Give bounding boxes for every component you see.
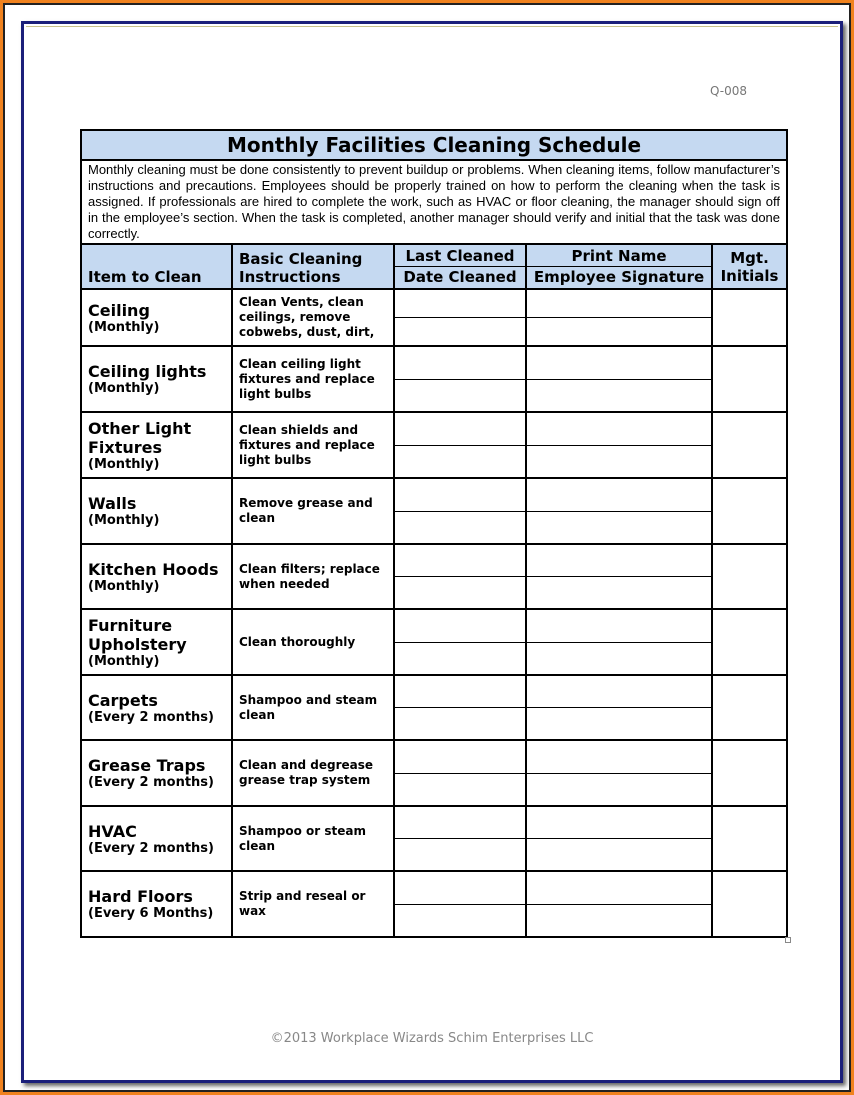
initials-field[interactable] (712, 609, 787, 675)
item-frequency: (Every 6 Months) (88, 906, 214, 921)
instructions-cell: Shampoo and steam clean (232, 675, 394, 740)
print-name-field[interactable] (527, 642, 711, 643)
item-frequency: (Every 2 months) (88, 840, 214, 856)
names-cell (526, 412, 712, 478)
print-name-field[interactable] (527, 838, 711, 839)
table-row (81, 675, 787, 740)
names-cell (526, 544, 712, 609)
item-cell (81, 609, 232, 675)
item-frequency: (Monthly) (88, 653, 160, 669)
last-cleaned-field[interactable] (395, 838, 525, 839)
instructions-cell: Clean thoroughly (232, 609, 394, 675)
initials-field[interactable] (712, 871, 787, 937)
names-cell (526, 289, 712, 346)
cleaning-schedule-table (80, 129, 788, 938)
print-name-field[interactable] (527, 707, 711, 708)
item-cell (81, 544, 232, 609)
outer-frame (3, 3, 851, 1092)
table-title: Monthly Facilities Cleaning Schedule (81, 130, 787, 160)
instructions-cell: Clean Vents, clean ceilings, remove cobwebs, dust, dirt, (232, 289, 394, 346)
print-name-field[interactable] (527, 511, 711, 512)
dates-cell (394, 412, 526, 478)
print-name-field[interactable] (527, 379, 711, 380)
header-item: Item to Clean (81, 244, 232, 289)
table-row (81, 412, 787, 478)
document-code: Q-008 (710, 84, 748, 98)
item-frequency: (Monthly) (88, 319, 160, 335)
print-name-field[interactable] (527, 317, 711, 318)
item-cell (81, 871, 232, 937)
initials-field[interactable] (712, 412, 787, 478)
item-frequency: (Every 2 months) (88, 775, 214, 790)
initials-field[interactable] (712, 478, 787, 544)
item-frequency: (Monthly) (88, 578, 160, 594)
names-cell (526, 806, 712, 871)
initials-field[interactable] (712, 544, 787, 609)
dates-cell (394, 806, 526, 871)
last-cleaned-field[interactable] (395, 642, 525, 643)
dates-cell (394, 478, 526, 544)
names-cell (526, 740, 712, 806)
item-frequency: (Monthly) (88, 456, 160, 472)
instructions-cell: Clean ceiling light fixtures and replace light bulbs (232, 346, 394, 412)
header-initials: Mgt. Initials (712, 244, 787, 289)
header-signature: Employee Signature (533, 267, 705, 286)
item-name: Walls (88, 494, 137, 513)
last-cleaned-field[interactable] (395, 445, 525, 446)
table-row (81, 740, 787, 806)
print-name-field[interactable] (527, 773, 711, 774)
instructions-cell: Strip and reseal or wax (232, 871, 394, 937)
initials-field[interactable] (712, 740, 787, 806)
last-cleaned-field[interactable] (395, 904, 525, 905)
print-name-field[interactable] (527, 576, 711, 577)
item-cell (81, 675, 232, 740)
dates-cell (394, 544, 526, 609)
header-dates (394, 244, 526, 289)
last-cleaned-field[interactable] (395, 576, 525, 577)
print-name-field[interactable] (527, 445, 711, 446)
table-row (81, 544, 787, 609)
header-print-name: Print Name (527, 246, 711, 267)
header-last-cleaned: Last Cleaned (395, 246, 525, 267)
item-cell (81, 806, 232, 871)
table-row (81, 289, 787, 346)
table-row (81, 609, 787, 675)
names-cell (526, 675, 712, 740)
instructions-cell: Clean filters; replace when needed (232, 544, 394, 609)
item-name: Ceiling (88, 300, 150, 320)
instructions-cell: Remove grease and clean (232, 478, 394, 544)
instructions-cell: Clean shields and fixtures and replace light bulbs (232, 412, 394, 478)
item-name: Furniture Upholstery (88, 615, 187, 654)
item-cell (81, 346, 232, 412)
document-page (21, 21, 843, 1083)
item-name: Kitchen Hoods (88, 559, 219, 579)
dates-cell (394, 289, 526, 346)
instructions-cell: Shampoo or steam clean (232, 806, 394, 871)
table-row (81, 871, 787, 937)
item-name: Ceiling lights (88, 362, 207, 381)
initials-field[interactable] (712, 289, 787, 346)
last-cleaned-field[interactable] (395, 379, 525, 380)
item-cell (81, 412, 232, 478)
item-frequency: (Every 2 months) (88, 709, 214, 725)
dates-cell (394, 675, 526, 740)
names-cell (526, 478, 712, 544)
dates-cell (394, 346, 526, 412)
item-frequency: (Monthly) (88, 513, 160, 528)
last-cleaned-field[interactable] (395, 707, 525, 708)
item-name: HVAC (88, 821, 137, 841)
names-cell (526, 871, 712, 937)
dates-cell (394, 609, 526, 675)
names-cell (526, 346, 712, 412)
header-instructions: Basic Cleaning Instructions (232, 244, 394, 289)
dates-cell (394, 871, 526, 937)
instructions-cell: Clean and degrease grease trap system (232, 740, 394, 806)
last-cleaned-field[interactable] (395, 773, 525, 774)
header-date-cleaned: Date Cleaned (403, 267, 517, 286)
print-name-field[interactable] (527, 904, 711, 905)
item-frequency: (Monthly) (88, 381, 160, 396)
item-cell (81, 740, 232, 806)
last-cleaned-field[interactable] (395, 511, 525, 512)
last-cleaned-field[interactable] (395, 317, 525, 318)
item-name: Carpets (88, 690, 158, 710)
item-name: Other Light Fixtures (88, 418, 192, 457)
initials-field[interactable] (712, 346, 787, 412)
copyright-footer: ©2013 Workplace Wizards Schim Enterprises LLC (270, 1031, 594, 1046)
item-cell (81, 478, 232, 544)
item-name: Grease Traps (88, 756, 206, 775)
initials-field[interactable] (712, 806, 787, 871)
table-row (81, 346, 787, 412)
table-row (81, 806, 787, 871)
item-name: Hard Floors (88, 887, 193, 906)
description: Monthly cleaning must be done consistently to prevent buildup or problems. When cleaning items, follow manufacturer’s instructions and precautions. Employees should be properly trained on how to perform the cleaning when the task is assigned. If professionals are hired to complete the work, such as HVAC or floor cleaning, the manager should sign off in the employee’s section. When the task is completed, another manager should verify and initial that the task was done correctly. (81, 160, 787, 244)
dates-cell (394, 740, 526, 806)
names-cell (526, 609, 712, 675)
initials-field[interactable] (712, 675, 787, 740)
table-row (81, 478, 787, 544)
resize-handle[interactable] (785, 937, 791, 943)
item-cell (81, 289, 232, 346)
header-names (526, 244, 712, 289)
